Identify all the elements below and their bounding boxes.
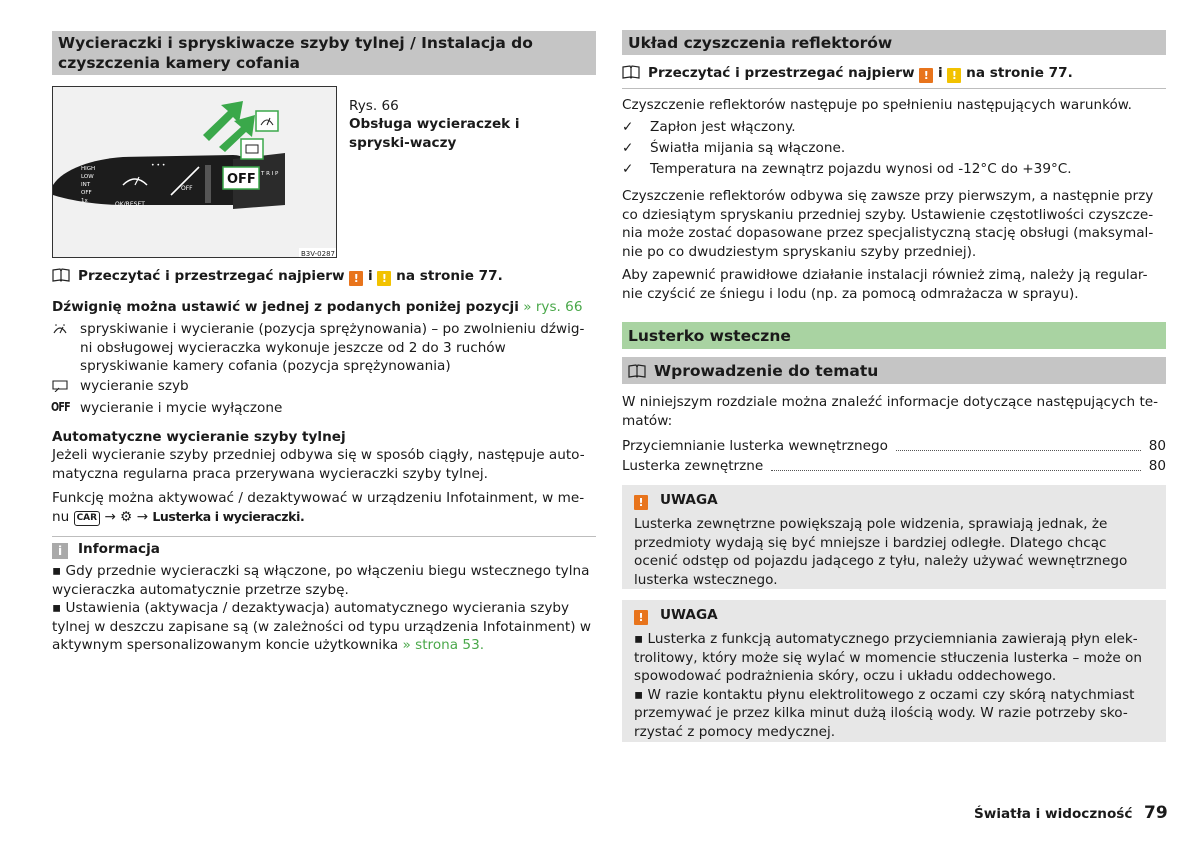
warning-box-2: ! UWAGA ▪ Lusterka z funkcją automatycznego przyciemniania zawierają płyn elek-trolitowy, który może się wylać w momencie stłuczenia lusterka – może on spowodować podrażnienia skóry, oczu i układu oddechowego. ▪ W razie kontaktu płynu elektrolitowego z oczami czy skórą natychmiast przemywać je przez kilka minut dużą ilością wody. W razie potrzeby sko-rzystać z pomocy medycznej. [622, 600, 1166, 742]
conditions-intro: Czyszczenie reflektorów następuje po spełnieniu następujących warunków. [622, 97, 1132, 113]
settings-gear-icon: ⚙ [120, 509, 133, 525]
condition-item: ✓ Światła mijania są włączone. [622, 140, 846, 156]
svg-text:HIGH: HIGH [81, 166, 96, 172]
warning-icon: ! [634, 610, 648, 625]
info-title: Informacja [78, 541, 160, 557]
function-line1: Funkcję można aktywować / dezaktywować w urządzeniu Infotainment, w me- [52, 490, 585, 506]
condition-item: ✓ Zapłon jest włączony. [622, 119, 796, 135]
info-bullet-2: ▪ Ustawienia (aktywacja / dezaktywacja) automatycznego wycierania szyby tylnej w deszczu zapisane są (w zależności od typu urządzenia Infotainment) w aktywnym spersonalizowanym koncie użytkownika » strona 53. [52, 600, 591, 653]
svg-text:T R I P: T R I P [261, 171, 279, 177]
position-item-wipe: wycieranie szyb [80, 378, 189, 394]
check-icon: ✓ [622, 119, 634, 135]
footer-section-title: Światła i widoczność [974, 806, 1133, 822]
section-header-headlight-cleaning: Układ czyszczenia reflektorów [622, 30, 1166, 55]
position-item-off: wycieranie i mycie wyłączone [80, 400, 283, 416]
svg-text:• • •: • • • [151, 162, 166, 169]
condition-item: ✓ Temperatura na zewnątrz pojazdu wynosi od -12°C do +39°C. [622, 161, 1072, 177]
position-item-wash: spryskiwanie i wycieranie (pozycja sprężynowania) – po zwolnieniu dźwig-ni obsługowej wycieraczka wykonuje jeszcze od 2 do 3 ruchów spryskiwanie kamery cofania (pozycja sprężynowania) [80, 321, 585, 374]
warning-icon: ! [349, 271, 363, 286]
check-icon: ✓ [622, 161, 634, 177]
menu-path: Lusterka i wycieraczki. [152, 509, 305, 524]
function-line2: nu CAR → ⚙ → Lusterka i wycieraczki. [52, 509, 305, 525]
rear-wipe-icon [52, 380, 68, 392]
warning-icon: ! [634, 495, 648, 510]
warning-2-bullet-1: ▪ Lusterka z funkcją automatycznego przyciemniania zawierają płyn elek-trolitowy, który może się wylać w momencie stłuczenia lusterka – może on spowodować podrażnienia skóry, oczu i układu oddechowego. [634, 631, 1142, 684]
book-icon [628, 364, 646, 378]
svg-text:OFF: OFF [181, 185, 193, 192]
warning-1-text: Lusterka zewnętrzne powiększają pole widzenia, sprawiają jednak, że przedmioty wydają się być mniejsze i bardziej odległe. Dlatego chcąc ocenić odstęp od pojazdu jadącego z tyłu, należy używać wewnętrznego lusterka wstecznego. [634, 516, 1128, 588]
book-icon [52, 268, 70, 282]
book-icon [622, 65, 640, 79]
svg-text:1x: 1x [81, 198, 88, 204]
read-note-left: Przeczytać i przestrzegać najpierw ! i ! na stronie 77. [52, 267, 592, 286]
intro-text: W niniejszym rozdziale można znaleźć informacje dotyczące następujących te-matów: [622, 394, 1159, 429]
caution-icon: ! [377, 271, 391, 286]
warning-icon: ! [919, 68, 933, 83]
figure-caption-title: Obsługa wycieraczek i spryski-waczy [349, 116, 520, 151]
info-bullet-1: ▪ Gdy przednie wycieraczki są włączone, po włączeniu biegu wstecznego tylna wycieraczka automatycznie przetrze szybę. [52, 563, 590, 598]
info-section [52, 536, 596, 655]
divider [622, 88, 1166, 89]
caution-icon: ! [947, 68, 961, 83]
svg-text:OFF: OFF [81, 190, 92, 196]
section-header-mirror: Lusterko wsteczne [622, 322, 1166, 349]
auto-wipe-title: Automatyczne wycieranie szyby tylnej [52, 429, 346, 445]
cleaning-paragraph-2: Aby zapewnić prawidłowe działanie instalacji również zimą, należy ją regular-nie czyścić ze śniegu i lodu (np. za pomocą odmrażacza w sprayu). [622, 267, 1148, 302]
warning-box-1: ! UWAGA Lusterka zewnętrzne powiększają pole widzenia, sprawiają jednak, że przedmioty wydają się być mniejsze i bardziej odległe. Dlatego chcąc ocenić odstęp od pojazdu jadącego z tyłu, należy używać wewnętrznego lusterka wstecznego. [622, 485, 1166, 589]
check-icon: ✓ [622, 140, 634, 156]
page-number: 79 [1144, 803, 1168, 823]
cleaning-paragraph-1: Czyszczenie reflektorów odbywa się zawsze przy pierwszym, a następnie przy co dziesiątym spryskaniu przedniej szyby. Ustawienie częstotliwości czyszcze-nia może zostać dopasowane przez specjalistyczną stację obsługi (maksymal-nie po co dwudziestym spryskaniu szyby przedniej). [622, 188, 1154, 260]
info-divider [52, 536, 596, 537]
section-header-rear-wipers-text: Wycieraczki i spryskiwacze szyby tylnej / Instalacja do czyszczenia kamery cofania [58, 34, 533, 72]
section-header-rear-wipers [52, 31, 596, 75]
subsection-header-intro: Wprowadzenie do tematu [622, 357, 1166, 384]
off-symbol: OFF [51, 400, 70, 414]
lever-intro: Dźwignię można ustawić w jednej z podanych poniżej pozycji » rys. 66 [52, 299, 583, 315]
read-note-right: Przeczytać i przestrzegać najpierw ! i ! na stronie 77. [622, 64, 1166, 83]
svg-text:B3V-0287: B3V-0287 [301, 250, 335, 258]
auto-wipe-text: Jeżeli wycieranie szyby przedniej odbywa się w sposób ciągły, następuje auto-matyczna regularna praca przerywana wycieraczki szyby tylnej. [52, 447, 585, 482]
svg-text:OK/RESET: OK/RESET [115, 201, 145, 208]
wiper-stalk-illustration [53, 87, 337, 258]
svg-text:LOW: LOW [81, 174, 94, 180]
rear-wash-wipe-icon [52, 322, 68, 336]
car-button[interactable]: CAR [74, 511, 101, 526]
toc-entry[interactable]: Przyciemnianie lusterka wewnętrznego 80 [622, 438, 1166, 454]
info-icon: i [52, 543, 68, 559]
wiper-lever-figure [52, 86, 337, 258]
page-link[interactable]: » strona 53. [402, 637, 485, 653]
svg-text:INT: INT [81, 182, 91, 188]
figure-link[interactable]: » rys. 66 [523, 299, 583, 315]
toc-entry[interactable]: Lusterka zewnętrzne 80 [622, 458, 1166, 474]
figure-caption-number: Rys. 66 [349, 98, 399, 114]
svg-text:OFF: OFF [227, 172, 256, 187]
warning-2-bullet-2: ▪ W razie kontaktu płynu elektrolitowego z oczami czy skórą natychmiast przemywać je przez kilka minut dużą ilością wody. W razie potrzeby sko-rzystać z pomocy medycznej. [634, 686, 1135, 740]
